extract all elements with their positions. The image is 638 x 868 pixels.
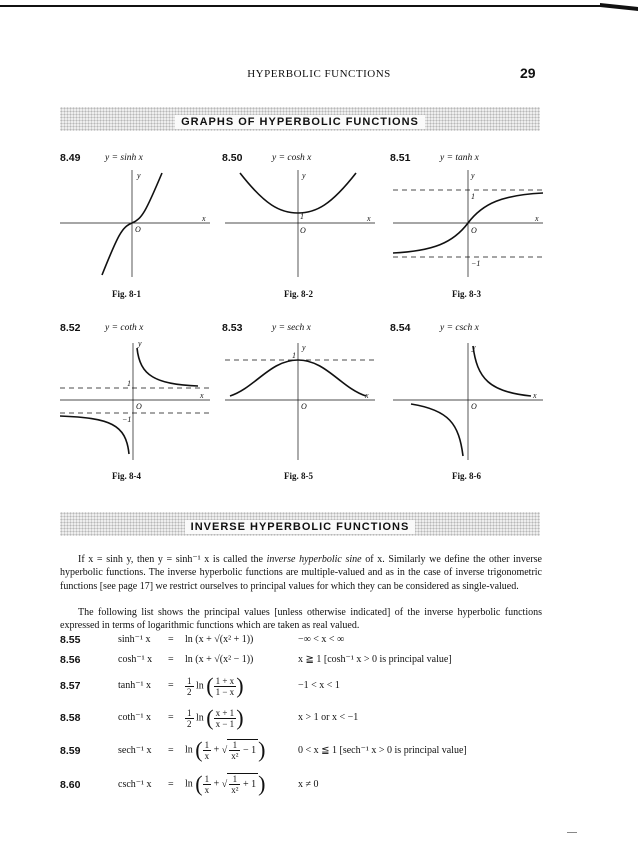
graph-sinh [60,165,210,280]
y-axis-label: y [137,171,141,180]
square-root: √ $\frac{1}{\text{x²}}$ − 1 [221,740,257,761]
equals-sign: = [168,712,174,723]
formula-condition: −∞ < x < ∞ [298,634,345,645]
x-axis-label: x [365,391,369,400]
origin-label: O [471,226,477,235]
formula-rhs: ln ( $\frac{1}{x}$ + √ $\frac{1}{\text{x²}}$ − 1) [185,737,266,762]
graph-csch [393,338,543,463]
corner-mark [567,832,577,833]
equals-sign: = [168,634,174,645]
x-axis-label: x [533,391,537,400]
formula-lhs: sech⁻¹ x [118,745,152,756]
plus-sign: + [213,778,220,790]
origin-label: O [471,402,477,411]
formula-rhs: $\frac{1}{2}$ ln ( $\frac{x + 1}{x - 1}$ ) [187,705,244,730]
formula-row-855 [60,634,550,654]
graphs-section-banner [60,107,540,131]
formula-number: 8.60 [60,779,81,791]
graph-number-849: 8.49 [60,152,81,164]
figure-caption-8-6: Fig. 8-6 [452,471,481,481]
x-axis-label: x [200,391,204,400]
top-rule-tail [600,3,638,11]
coefficient-fraction: $\frac{1}{2}$ [187,675,192,697]
figure-caption-8-4: Fig. 8-4 [112,471,141,481]
graph-number-853: 8.53 [222,322,243,334]
coth-curve-left [60,415,132,454]
y-axis-label: y [302,343,306,352]
formula-rhs: ln (x + √(x² − 1)) [185,654,254,665]
intro-emphasis: inverse hyperbolic sine [266,554,362,565]
argument-fraction: $\frac{x + 1}{x - 1}$ [215,707,235,729]
graph-equation-854: y = csch x [440,323,479,333]
page-number: 29 [520,65,536,81]
formula-lhs: coth⁻¹ x [118,712,151,723]
y-axis-label: y [302,171,306,180]
tick-label-minus-1: −1 [122,415,132,424]
inverse-section-title: INVERSE HYPERBOLIC FUNCTIONS [185,520,416,534]
formula-condition: x ≠ 0 [298,779,319,790]
equals-sign: = [168,779,174,790]
tick-label-1: 1 [292,351,296,360]
intro-text-a: If x = sinh y, then y = sinh⁻¹ x is called the [78,554,267,565]
figure-caption-8-1: Fig. 8-1 [112,289,141,299]
intro-text-b: of x. Similarly we define the other inverse hyperbolic functions. The inverse hyperbolic functions are multiple-valued and as in the case of inverse trigonometric functions [see page 17] we restrict ourselves to principal values for which they can be considered as single-valued. [60,554,542,592]
csch-curve-right [473,346,531,396]
formula-number: 8.56 [60,654,81,666]
top-rule [0,5,612,7]
graph-coth [60,338,210,463]
origin-label: O [300,226,306,235]
formula-condition: −1 < x < 1 [298,680,340,691]
formula-number: 8.59 [60,745,81,757]
figure-caption-8-5: Fig. 8-5 [284,471,313,481]
running-title: HYPERBOLIC FUNCTIONS [247,68,391,80]
figure-caption-8-3: Fig. 8-3 [452,289,481,299]
graph-equation-852: y = coth x [105,323,144,333]
graphs-section-title: GRAPHS OF HYPERBOLIC FUNCTIONS [175,115,425,129]
graph-number-851: 8.51 [390,152,411,164]
reciprocal-fraction: $\frac{1}{x}$ [204,739,210,761]
tick-label-1: 1 [127,379,131,388]
graph-number-854: 8.54 [390,322,411,334]
ln-text: ln [185,744,193,756]
x-axis-label: x [367,214,371,223]
graph-equation-849: y = sinh x [105,153,143,163]
x-axis-label: x [535,214,539,223]
formula-lhs: sinh⁻¹ x [118,634,151,645]
formula-rhs: ln ( $\frac{1}{x}$ + √ $\frac{1}{\text{x²}}$ + 1) [185,771,266,796]
graph-equation-851: y = tanh x [440,153,479,163]
formula-lhs: cosh⁻¹ x [118,654,153,665]
origin-label: O [136,402,142,411]
equals-sign: = [168,654,174,665]
formula-row-857 [60,673,550,703]
intro-paragraph [60,553,542,593]
formula-condition: x > 1 or x < −1 [298,712,359,723]
tick-label-minus-1: −1 [471,259,481,268]
formula-condition: 0 < x ≦ 1 [sech⁻¹ x > 0 is principal value] [298,745,467,756]
formula-number: 8.55 [60,634,81,646]
graph-tanh [393,165,543,280]
formula-rhs: ln (x + √(x² + 1)) [185,634,254,645]
csch-curve-left [411,404,463,456]
y-axis-label: y [472,343,476,352]
x-axis-label: x [202,214,206,223]
graph-cosh [225,165,375,280]
formula-lhs: csch⁻¹ x [118,779,152,790]
figure-caption-8-2: Fig. 8-2 [284,289,313,299]
ln-text: ln [185,778,193,790]
formula-number: 8.57 [60,680,81,692]
y-axis-label: y [471,171,475,180]
formula-lhs: tanh⁻¹ x [118,680,151,691]
formula-condition: x ≧ 1 [cosh⁻¹ x > 0 is principal value] [298,654,452,665]
reciprocal-fraction: $\frac{1}{x}$ [204,773,210,795]
coefficient-fraction: $\frac{1}{2}$ [187,707,192,729]
coth-curve-right [137,348,198,386]
argument-fraction: $\frac{1 + x}{1 - x}$ [215,675,235,697]
graph-sech [225,338,375,463]
ln-text: ln [196,712,204,724]
formula-rhs: $\frac{1}{2}$ ln ( $\frac{1 + x}{1 - x}$ ) [187,673,244,698]
formula-number: 8.58 [60,712,81,724]
formula-row-858 [60,705,550,735]
origin-label: O [135,225,141,234]
origin-label: O [301,402,307,411]
equals-sign: = [168,680,174,691]
y-axis-label: y [138,339,142,348]
graph-number-852: 8.52 [60,322,81,334]
graph-number-850: 8.50 [222,152,243,164]
formula-row-859 [60,737,550,769]
graph-equation-850: y = cosh x [272,153,312,163]
tick-label-1: 1 [300,212,304,221]
ln-text: ln [196,680,204,692]
formula-row-860 [60,771,550,803]
tick-label-1: 1 [471,192,475,201]
list-paragraph: The following list shows the principal values [unless otherwise indicated] of the inverse hyperbolic functions expressed in terms of logarithmic functions which are taken as real valued. [60,607,542,632]
plus-sign: + [213,744,220,756]
equals-sign: = [168,745,174,756]
formula-row-856 [60,654,550,674]
inverse-section-banner [60,512,540,536]
graph-equation-853: y = sech x [272,323,311,333]
square-root: √ $\frac{1}{\text{x²}}$ + 1 [221,774,257,795]
